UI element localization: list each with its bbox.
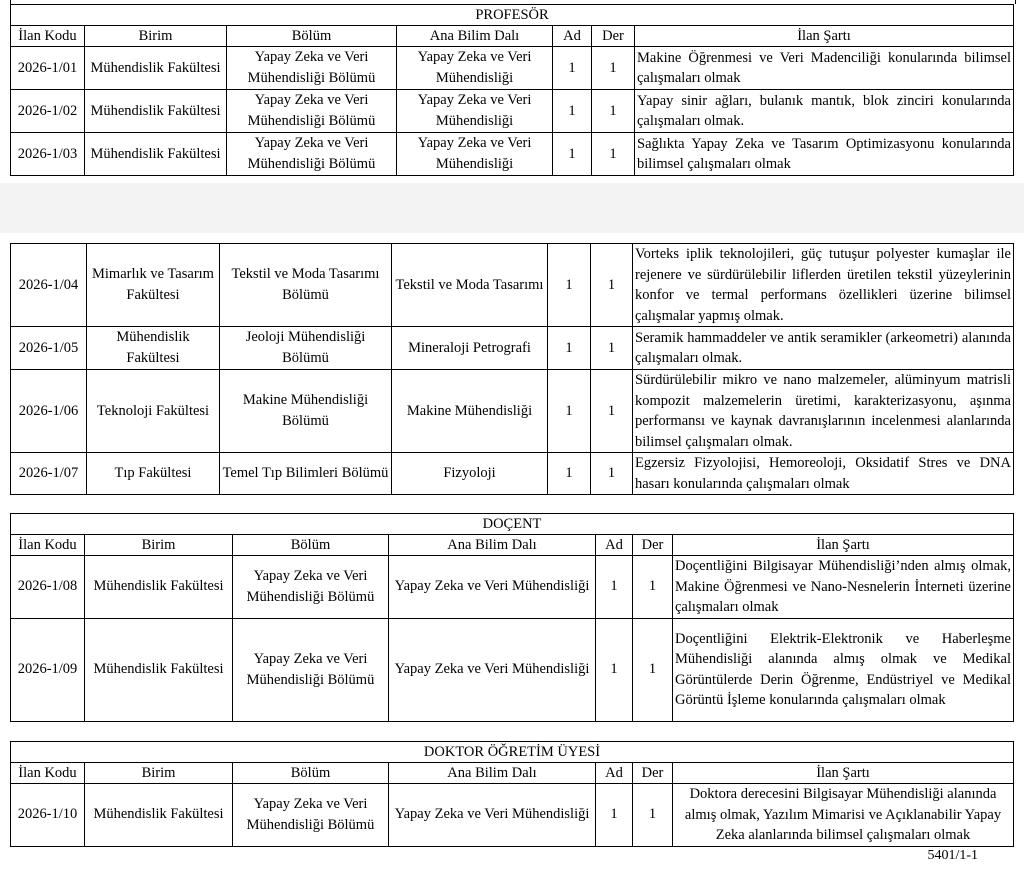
ad-cell: 1 — [596, 556, 633, 619]
header-ilan-sarti: İlan Şartı — [673, 535, 1014, 556]
ana-bilim-dali-cell: Makine Mühendisliği — [392, 370, 548, 453]
header-ad: Ad — [596, 763, 633, 784]
section-title: PROFESÖR — [11, 5, 1014, 26]
docent-table — [10, 513, 1014, 722]
ana-bilim-dali-cell: Mineraloji Petrografi — [392, 327, 548, 370]
ad-cell: 1 — [553, 90, 592, 133]
header-ilan-sarti: İlan Şartı — [673, 763, 1014, 784]
ilan-kodu-cell: 2026-1/03 — [11, 133, 85, 176]
ana-bilim-dali-cell: Yapay Zeka ve Veri Mühendisliği — [389, 556, 596, 619]
ad-cell: 1 — [596, 618, 633, 721]
ana-bilim-dali-cell: Yapay Zeka ve Veri Mühendisliği — [389, 618, 596, 721]
bolum-cell: Yapay Zeka ve Veri Mühendisliği Bölümü — [227, 133, 397, 176]
birim-cell: Mimarlık ve Tasarım Fakültesi — [87, 244, 220, 327]
document-number: 5401/1-1 — [927, 848, 978, 863]
ilan-kodu-cell: 2026-1/01 — [11, 47, 85, 90]
ana-bilim-dali-cell: Tekstil ve Moda Tasarımı — [392, 244, 548, 327]
table-row — [11, 618, 1014, 721]
ilan-sarti-cell: Doçentliğini Elektrik-Elektronik ve Haberleşme Mühendisliği alanında almış olmak ve Medikal Görüntülerde Derin Öğrenme, Endüstriyel ve Medikal Görüntü İşleme konularında çalışmaları olmak — [673, 618, 1014, 721]
birim-cell: Mühendislik Fakültesi — [87, 327, 220, 370]
bolum-cell: Jeoloji Mühendisliği Bölümü — [220, 327, 392, 370]
profesor-continued-section — [10, 243, 1014, 495]
ilan-sarti-cell: Makine Öğrenmesi ve Veri Madenciliği konularında bilimsel çalışmaları olmak — [635, 47, 1014, 90]
ilan-sarti-cell: Doktora derecesini Bilgisayar Mühendisliği alanında almış olmak, Yazılım Mimarisi ve Açıklanabilir Yapay Zeka alanlarında bilimsel çalışmaları olmak — [673, 784, 1014, 847]
birim-cell: Mühendislik Fakültesi — [85, 784, 233, 847]
birim-cell: Tıp Fakültesi — [87, 453, 220, 495]
birim-cell: Mühendislik Fakültesi — [85, 618, 233, 721]
ilan-kodu-cell: 2026-1/09 — [11, 618, 85, 721]
section-title: DOÇENT — [11, 514, 1014, 535]
header-ilan-kodu: İlan Kodu — [11, 26, 85, 47]
ilan-sarti-cell: Yapay sinir ağları, bulanık mantık, blok zinciri konularında çalışmaları olmak. — [635, 90, 1014, 133]
der-cell: 1 — [592, 47, 635, 90]
header-ilan-kodu: İlan Kodu — [11, 763, 85, 784]
ad-cell: 1 — [553, 133, 592, 176]
ana-bilim-dali-cell: Yapay Zeka ve Veri Mühendisliği — [389, 784, 596, 847]
table-row — [11, 784, 1014, 847]
dou-section — [10, 741, 1014, 847]
header-ana-bilim-dali: Ana Bilim Dalı — [389, 535, 596, 556]
section-title: DOKTOR ÖĞRETİM ÜYESİ — [11, 742, 1014, 763]
header-ilan-kodu: İlan Kodu — [11, 535, 85, 556]
header-der: Der — [633, 535, 673, 556]
docent-section — [10, 513, 1014, 722]
ilan-sarti-cell: Seramik hammaddeler ve antik seramikler (arkeometri) alanında çalışmaları olmak. — [633, 327, 1014, 370]
header-birim: Birim — [85, 763, 233, 784]
table-row — [11, 556, 1014, 619]
table-row — [11, 90, 1014, 133]
birim-cell: Teknoloji Fakültesi — [87, 370, 220, 453]
ad-cell: 1 — [548, 370, 591, 453]
der-cell: 1 — [633, 618, 673, 721]
ad-cell: 1 — [596, 784, 633, 847]
birim-cell: Mühendislik Fakültesi — [85, 47, 227, 90]
ilan-sarti-cell: Doçentliğini Bilgisayar Mühendisliği’nden almış olmak, Makine Öğrenmesi ve Nano-Nesnelerin İnterneti üzerine çalışmaları olmak — [673, 556, 1014, 619]
header-der: Der — [592, 26, 635, 47]
table-row — [11, 327, 1014, 370]
header-birim: Birim — [85, 535, 233, 556]
ana-bilim-dali-cell: Fizyoloji — [392, 453, 548, 495]
der-cell: 1 — [591, 244, 633, 327]
ad-cell: 1 — [548, 327, 591, 370]
ilan-kodu-cell: 2026-1/07 — [11, 453, 87, 495]
der-cell: 1 — [591, 453, 633, 495]
table-row — [11, 244, 1014, 327]
table-row — [11, 453, 1014, 495]
bolum-cell: Tekstil ve Moda Tasarımı Bölümü — [220, 244, 392, 327]
ad-cell: 1 — [548, 453, 591, 495]
ilan-sarti-cell: Vorteks iplik teknolojileri, güç tutuşur polyester kumaşlar ile rejenere ve sürdürülebilir liflerden üretilen tekstil yüzeylerinin konfor ve termal performans özellikleri üzerine bilimsel çalışmalar yapmış olmak. — [633, 244, 1014, 327]
ana-bilim-dali-cell: Yapay Zeka ve Veri Mühendisliği — [397, 90, 553, 133]
profesor-table — [10, 4, 1014, 176]
header-ad: Ad — [553, 26, 592, 47]
header-ana-bilim-dali: Ana Bilim Dalı — [389, 763, 596, 784]
birim-cell: Mühendislik Fakültesi — [85, 133, 227, 176]
header-der: Der — [633, 763, 673, 784]
ilan-kodu-cell: 2026-1/04 — [11, 244, 87, 327]
bolum-cell: Yapay Zeka ve Veri Mühendisliği Bölümü — [233, 556, 389, 619]
header-bolum: Bölüm — [233, 535, 389, 556]
table-row — [11, 47, 1014, 90]
page-gap — [0, 183, 1024, 233]
ilan-kodu-cell: 2026-1/02 — [11, 90, 85, 133]
der-cell: 1 — [591, 370, 633, 453]
ilan-kodu-cell: 2026-1/05 — [11, 327, 87, 370]
header-ad: Ad — [596, 535, 633, 556]
der-cell: 1 — [591, 327, 633, 370]
header-bolum: Bölüm — [233, 763, 389, 784]
der-cell: 1 — [633, 556, 673, 619]
header-ana-bilim-dali: Ana Bilim Dalı — [397, 26, 553, 47]
bolum-cell: Makine Mühendisliği Bölümü — [220, 370, 392, 453]
table-row — [11, 370, 1014, 453]
ilan-kodu-cell: 2026-1/06 — [11, 370, 87, 453]
der-cell: 1 — [592, 90, 635, 133]
header-ilan-sarti: İlan Şartı — [635, 26, 1014, 47]
ana-bilim-dali-cell: Yapay Zeka ve Veri Mühendisliği — [397, 47, 553, 90]
der-cell: 1 — [633, 784, 673, 847]
bolum-cell: Yapay Zeka ve Veri Mühendisliği Bölümü — [227, 47, 397, 90]
birim-cell: Mühendislik Fakültesi — [85, 90, 227, 133]
ana-bilim-dali-cell: Yapay Zeka ve Veri Mühendisliği — [397, 133, 553, 176]
profesor-continued-table — [10, 243, 1014, 495]
ilan-sarti-cell: Sağlıkta Yapay Zeka ve Tasarım Optimizasyonu konularında bilimsel çalışmaları olmak — [635, 133, 1014, 176]
dou-table — [10, 741, 1014, 847]
header-bolum: Bölüm — [227, 26, 397, 47]
header-birim: Birim — [85, 26, 227, 47]
birim-cell: Mühendislik Fakültesi — [85, 556, 233, 619]
bolum-cell: Yapay Zeka ve Veri Mühendisliği Bölümü — [233, 784, 389, 847]
bolum-cell: Yapay Zeka ve Veri Mühendisliği Bölümü — [233, 618, 389, 721]
der-cell: 1 — [592, 133, 635, 176]
bolum-cell: Yapay Zeka ve Veri Mühendisliği Bölümü — [227, 90, 397, 133]
ad-cell: 1 — [548, 244, 591, 327]
bolum-cell: Temel Tıp Bilimleri Bölümü — [220, 453, 392, 495]
ad-cell: 1 — [553, 47, 592, 90]
ilan-kodu-cell: 2026-1/10 — [11, 784, 85, 847]
ilan-sarti-cell: Sürdürülebilir mikro ve nano malzemeler, alüminyum matrisli kompozit malzemelerin üretimi, karakterizasyonu, aşınma performansı ve kaynak davranışlarının incelenmesi alanlarında bilimsel çalışmaları olmak. — [633, 370, 1014, 453]
table-row — [11, 133, 1014, 176]
profesor-section — [10, 4, 1014, 176]
ilan-sarti-cell: Egzersiz Fizyolojisi, Hemoreoloji, Oksidatif Stres ve DNA hasarı konularında çalışmaları olmak — [633, 453, 1014, 495]
ilan-kodu-cell: 2026-1/08 — [11, 556, 85, 619]
